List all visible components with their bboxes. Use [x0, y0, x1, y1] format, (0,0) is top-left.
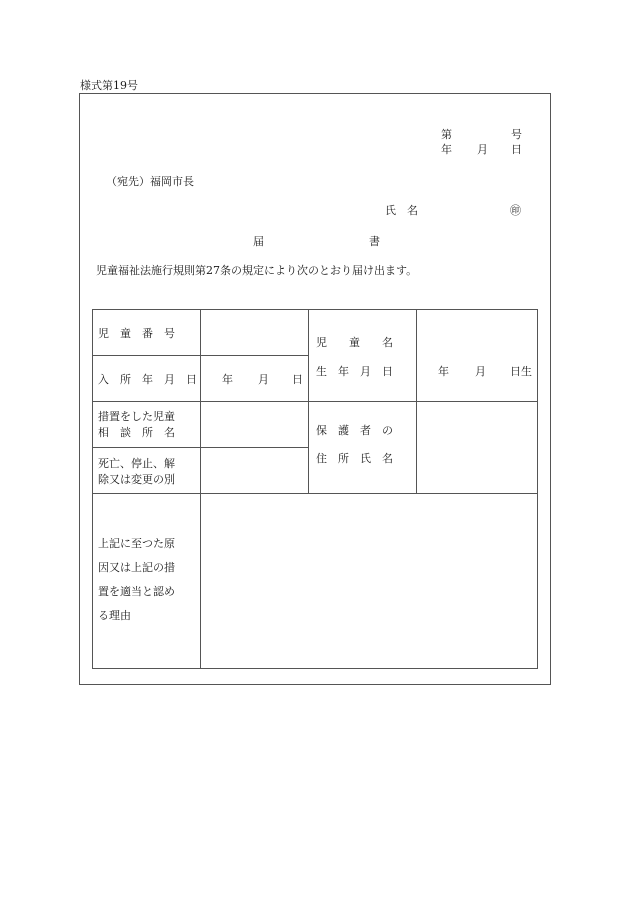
table-border-right — [537, 309, 538, 669]
title-right: 書 — [369, 235, 380, 248]
admission-month: 月 — [258, 373, 269, 386]
child-number-label: 児 童 番 号 — [98, 327, 175, 340]
reason-field[interactable] — [201, 494, 537, 668]
table-border-left — [92, 309, 93, 669]
date-month: 月 — [477, 143, 488, 156]
table-border-bottom — [92, 668, 538, 669]
number-suffix: 号 — [511, 128, 522, 141]
admission-year: 年 — [222, 373, 233, 386]
consult-office-field[interactable] — [201, 402, 308, 447]
reason-label-1: 上記に至つた原 — [98, 537, 175, 550]
guardian-address-field[interactable] — [417, 402, 537, 493]
birth-day: 日生 — [510, 365, 532, 378]
change-type-label-1: 死亡、停止、解 — [98, 457, 175, 470]
change-type-field[interactable] — [201, 448, 308, 493]
addressee: （宛先）福岡市長 — [106, 175, 194, 188]
reason-label-3: 置を適当と認め — [98, 585, 175, 598]
child-number-field[interactable] — [201, 310, 308, 355]
reason-label-2: 因又は上記の措 — [98, 561, 175, 574]
consult-office-label-1: 措置をした児童 — [98, 410, 175, 423]
applicant-name-label: 氏 名 — [385, 204, 418, 217]
change-type-label-2: 除又は変更の別 — [98, 473, 175, 486]
form-id: 様式第19号 — [80, 79, 138, 92]
birth-month: 月 — [475, 365, 486, 378]
child-name-field[interactable] — [417, 310, 537, 355]
birth-date-label: 生 年 月 日 — [316, 365, 393, 378]
title-left: 届 — [253, 235, 264, 248]
number-prefix: 第 — [441, 128, 452, 141]
statement-text: 児童福祉法施行規則第27条の規定により次のとおり届け出ます。 — [96, 264, 418, 277]
reason-label-4: る理由 — [98, 609, 131, 622]
child-name-label: 児 童 名 — [316, 336, 393, 349]
guardian-label-1: 保 護 者 の — [316, 424, 393, 437]
birth-year: 年 — [438, 365, 449, 378]
seal-mark: ㊞ — [510, 204, 521, 217]
guardian-label-2: 住 所 氏 名 — [316, 452, 393, 465]
admission-day: 日 — [292, 373, 303, 386]
admission-date-label: 入 所 年 月 日 — [98, 373, 197, 386]
date-day: 日 — [511, 143, 522, 156]
consult-office-label-2: 相 談 所 名 — [98, 426, 175, 439]
date-year: 年 — [441, 143, 452, 156]
table-divider-row1 — [92, 355, 308, 356]
